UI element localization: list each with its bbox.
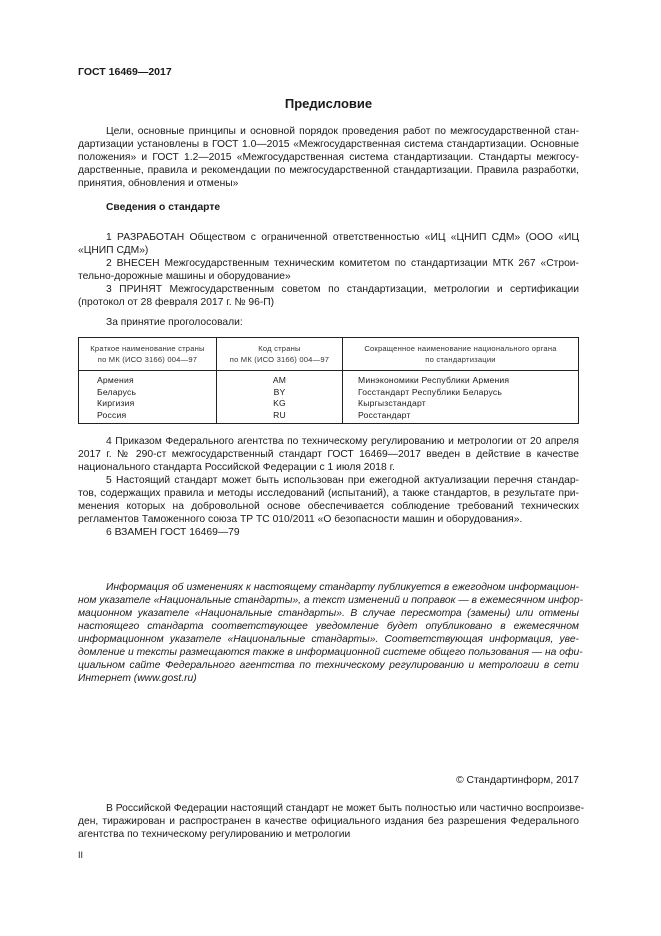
table-cell: Кыргызстандарт — [358, 398, 426, 408]
item-4 — [78, 435, 579, 474]
page-title: Предисловие — [284, 96, 373, 111]
text-line: «ЦНИП СДМ») — [78, 245, 149, 256]
text-line: В Российской Федерации настоящий стандарт не может быть полностью или частично воспроизве- — [106, 803, 585, 814]
text-line: Цели, основные принципы и основной порядок проведения работ по межгосударственной стан- — [106, 126, 579, 137]
item-6: 6 ВЗАМЕН ГОСТ 16469—79 — [106, 527, 240, 538]
text-line: (протокол от 28 февраля 2017 г. № 96-П) — [78, 297, 275, 308]
text-line: тов, содержащих правила и методы исследований (испытаний), а также стандартов, в результате при- — [78, 488, 579, 499]
table-cell: AM — [272, 375, 287, 385]
intro-paragraph — [78, 125, 579, 190]
section-heading: Сведения о стандарте — [106, 202, 221, 213]
text-line: положения» и ГОСТ 1.2—2015 «Межгосударственная система стандартизации. Стандарты межгосу- — [78, 152, 579, 163]
table-cell: BY — [273, 386, 286, 397]
country-cell — [79, 371, 217, 424]
text-line: тельно-дорожные машины и оборудование» — [78, 271, 291, 282]
text-line: дартизации установлены в ГОСТ 1.0—2015 «Межгосударственная система стандартизации. Основные — [78, 139, 579, 150]
text-line: циальном сайте Федерального агентства по техническому регулированию и метрологии в сети — [78, 660, 579, 671]
col-header-code: Код страны по МК (ИСО 3166) 004—97 — [217, 338, 343, 371]
text-line: принятия, обновления и отмены» — [78, 178, 239, 189]
text-line: 2017 г. № 290-ст межгосударственный стандарт ГОСТ 16469—2017 введен в действие в качестве — [78, 449, 579, 460]
text-line: 4 Приказом Федерального агентства по техническому регулированию и метрологии от 20 апреля — [106, 436, 579, 447]
voted-label: За принятие проголосовали: — [106, 317, 243, 328]
text-line: Информация об изменениях к настоящему стандарту публикуется в ежегодном информацион- — [106, 582, 579, 593]
page-number: II — [78, 850, 84, 860]
item-2 — [78, 257, 579, 283]
table-cell: Армения — [97, 375, 134, 385]
text-line: 5 Настоящий стандарт может быть использован при ежегодной актуализации перечня стандар- — [106, 475, 579, 486]
changes-info — [78, 581, 584, 685]
text-line: домление и тексты размещаются также в информационной системе общего пользования — на офи- — [78, 647, 583, 658]
text-line: агентства по техническому регулированию и метрологии — [78, 829, 351, 840]
col-header-body: Сокращенное наименование национального органа по стандартизации — [343, 338, 579, 371]
text-line: 3 ПРИНЯТ Межгосударственным советом по стандартизации, метрологии и сертификации — [106, 284, 579, 295]
document-header: ГОСТ 16469—2017 — [78, 66, 172, 78]
table-cell: Минэкономики Республики Армения — [358, 375, 510, 385]
body-cell — [343, 371, 579, 424]
text-line: информационном указателе «Национальные стандарты». Соответствующая информация, уве- — [78, 634, 579, 645]
table-cell: Россия — [97, 409, 127, 420]
text-line: национального стандарта Российской Федерации с 1 июля 2018 г. — [78, 462, 395, 473]
text-line: ден, тиражирован и распространен в качестве официального издания без разрешения Федерального — [78, 816, 579, 827]
text-line: дарственные, правила и рекомендации по межгосударственной стандартизации. Правила разработки, — [78, 165, 579, 176]
text-line: мационном указателе «Национальные стандарты». В случае пересмотра (замены) или отмены — [78, 608, 579, 619]
copyright: © Стандартинформ, 2017 — [456, 775, 579, 786]
text-line: ном указателе «Национальные стандарты», а текст изменений и поправок — в ежемесячном инфор- — [78, 595, 584, 606]
voting-table — [78, 337, 579, 424]
text-line: 2 ВНЕСЕН Межгосударственным техническим комитетом по стандартизации МТК 267 «Строи- — [106, 258, 579, 269]
item-3 — [78, 283, 579, 309]
text-line: Интернет (www.gost.ru) — [78, 673, 197, 684]
table-cell: RU — [273, 409, 286, 420]
item-1 — [78, 231, 579, 257]
text-line: настоящего стандарта соответствующее уведомление будет опубликовано в ежемесячном — [78, 621, 579, 632]
item-5 — [78, 474, 579, 526]
table-cell: Росстандарт — [358, 409, 411, 420]
reproduction-notice — [78, 802, 585, 841]
col-header-country: Краткое наименование страны по МК (ИСО 3166) 004—97 — [79, 338, 217, 371]
text-line: регламентов Таможенного союза ТР ТС 010/2011 «О безопасности машин и оборудования». — [78, 514, 523, 525]
text-line: менения которых на добровольной основе обеспечивается соблюдение требований технических — [78, 501, 579, 512]
table-cell: Госстандарт Республики Беларусь — [358, 386, 503, 397]
table-cell: Киргизия — [97, 398, 135, 408]
code-cell — [217, 371, 343, 424]
table-cell: KG — [273, 398, 286, 408]
table-cell: Беларусь — [97, 386, 137, 397]
text-line: 1 РАЗРАБОТАН Обществом с ограниченной ответственностью «ИЦ «ЦНИП СДМ» (ООО «ИЦ — [106, 232, 579, 243]
